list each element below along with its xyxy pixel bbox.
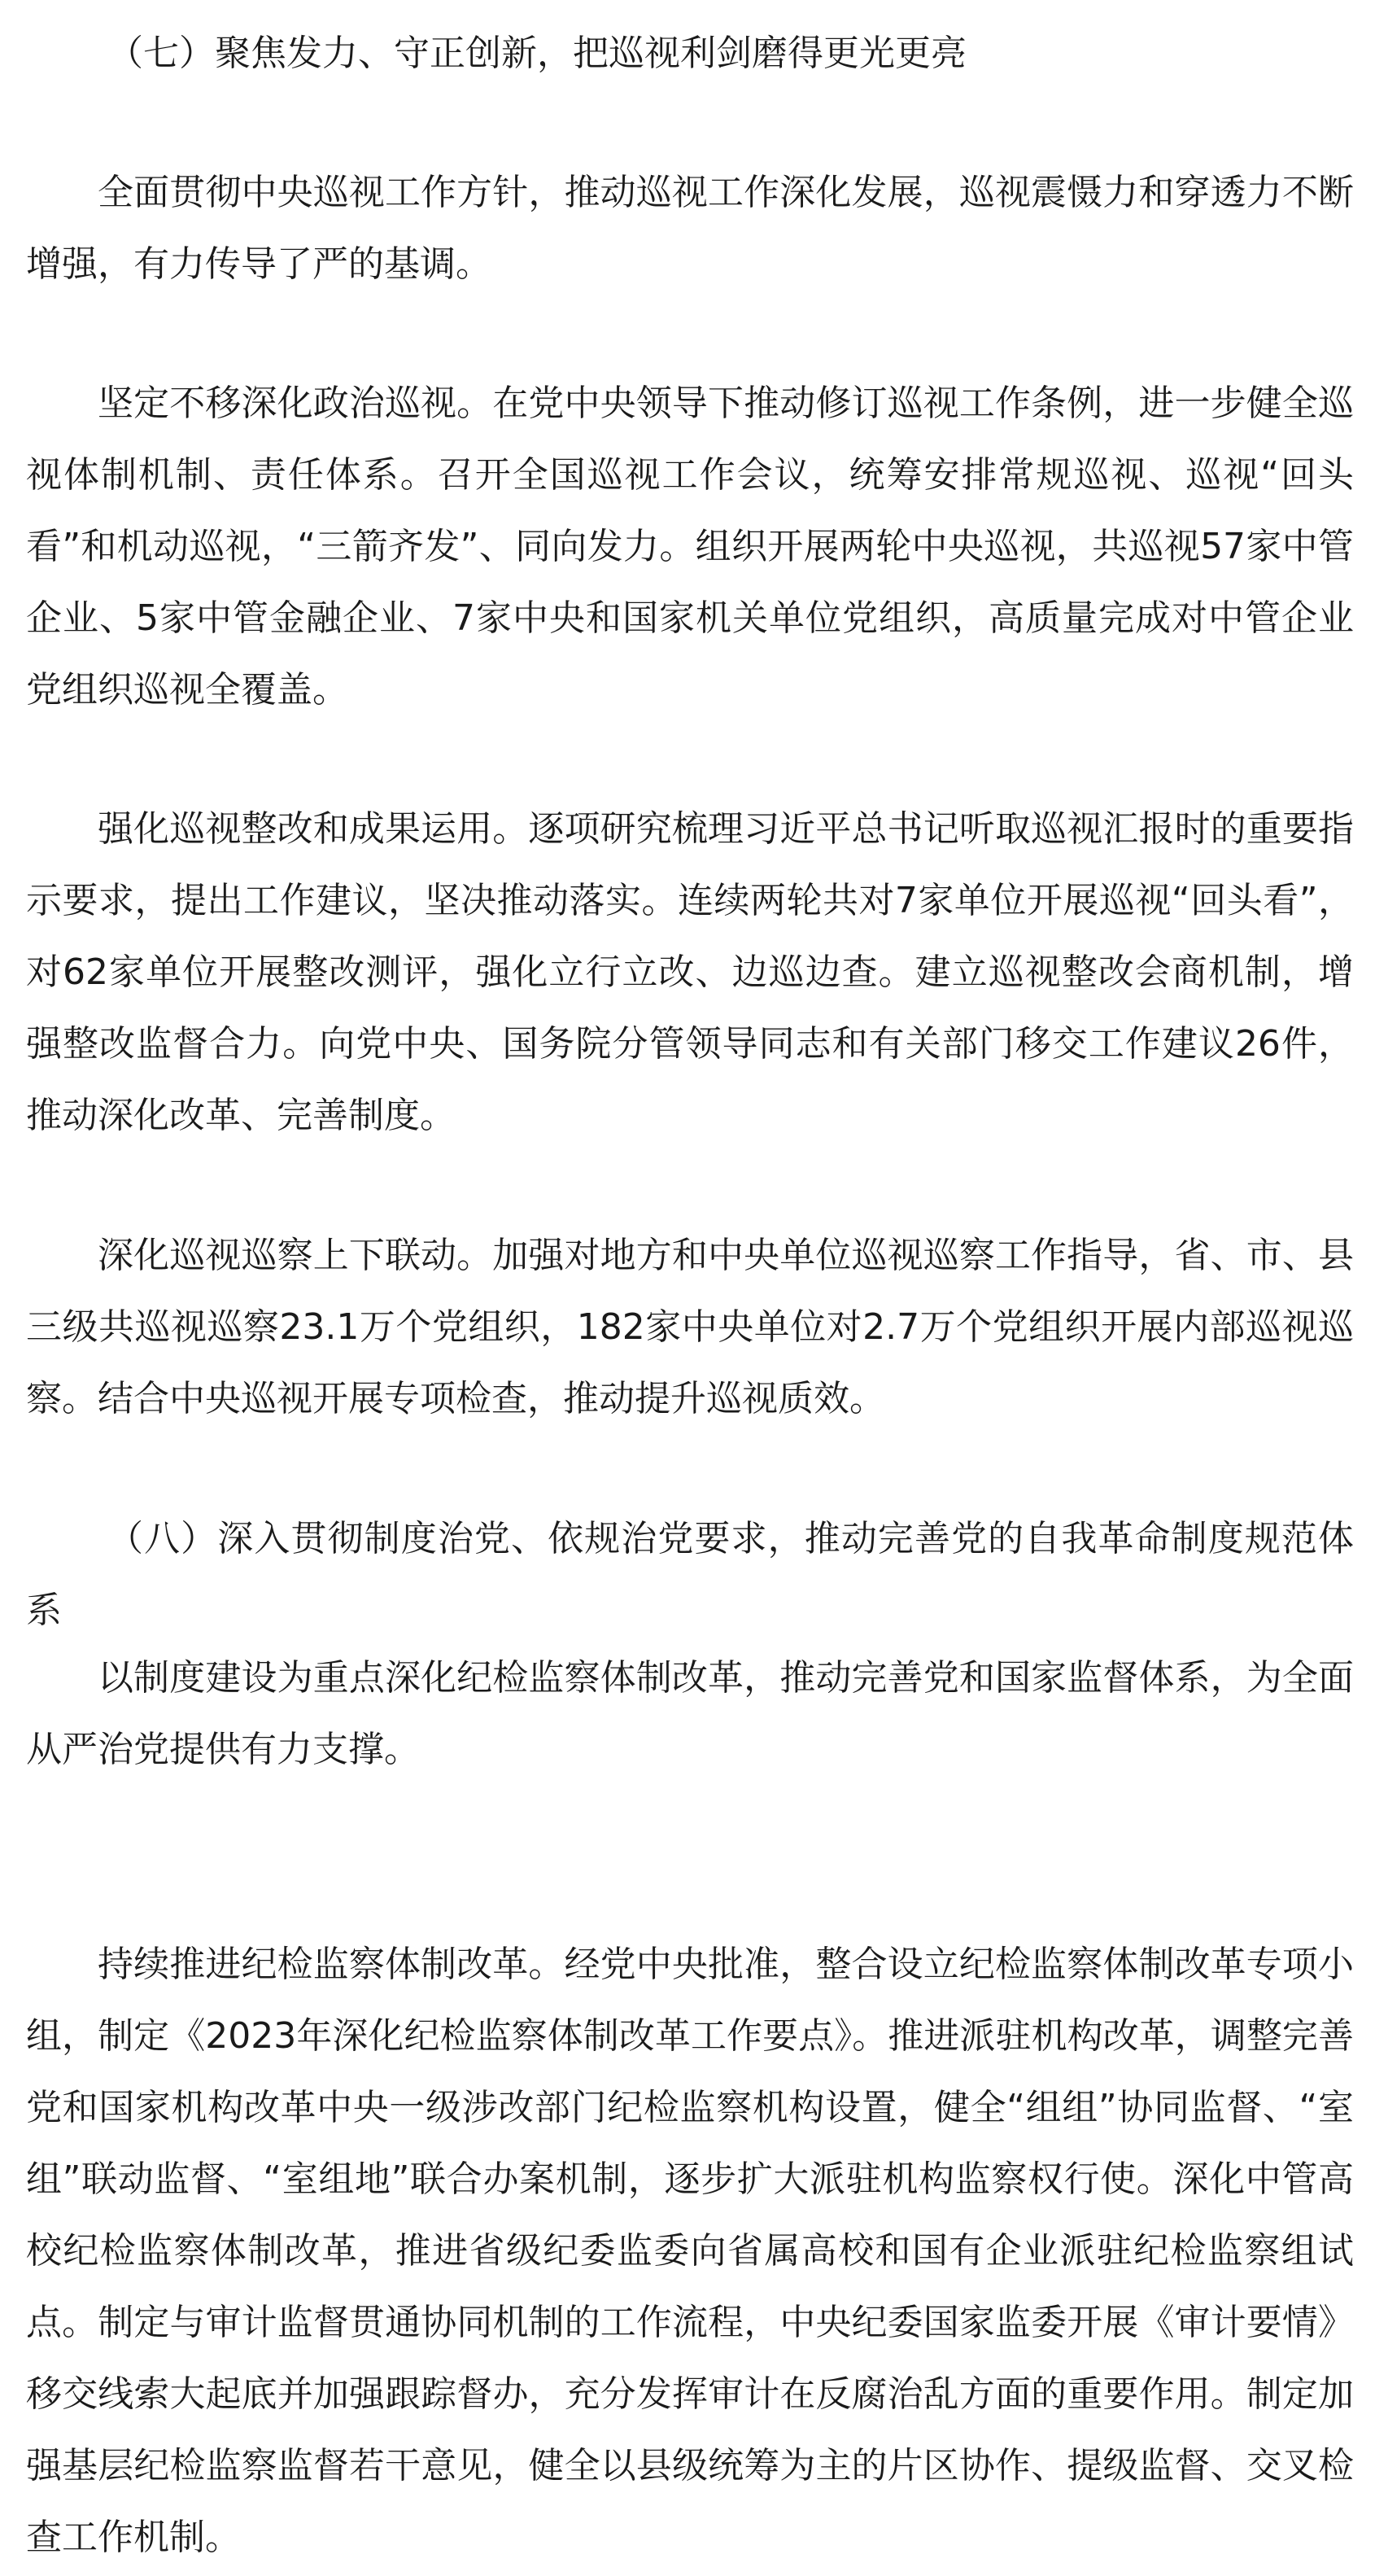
paragraph-inspection-overview: 全面贯彻中央巡视工作方针，推动巡视工作深化发展，巡视震慑力和穿透力不断增强，有力传导了严的基调。 — [26, 172, 1354, 285]
paragraph-system-building: 以制度建设为重点深化纪检监察体制改革，推动完善党和国家监督体系，为全面从严治党提供有力支撑。 — [26, 1657, 1354, 1770]
paragraph-reform: 持续推进纪检监察体制改革。经党中央批准，整合设立纪检监察体制改革专项小组，制定《2023年深化纪检监察体制改革工作要点》。推进派驻机构改革，调整完善党和国家机构改革中央一级涉改部门纪检监察机构设置，健全“组组”协同监督、“室组”联动监督、“室组地”联合办案机制，逐步扩大派驻机构监察权行使。深化中管高校纪检监察体制改革，推进省级纪委监委向省属高校和国有企业派驻纪检监察组试点。制定与审计监督贯通协同机制的工作流程，中央纪委国家监委开展《审计要情》移交线索大起底并加强跟踪督办，充分发挥审计在反腐治乱方面的重要作用。制定加强基层纪检监察监督若干意见，健全以县级统筹为主的片区协作、提级监督、交叉检查工作机制。 — [26, 1944, 1354, 2558]
section-heading-8: （八）深入贯彻制度治党、依规治党要求，推动完善党的自我革命制度规范体系 — [26, 1518, 1354, 1631]
paragraph-linkage: 深化巡视巡察上下联动。加强对地方和中央单位巡视巡察工作指导，省、市、县三级共巡视巡察23.1万个党组织，182家中央单位对2.7万个党组织开展内部巡视巡察。结合中央巡视开展专项检查，推动提升巡视质效。 — [26, 1235, 1354, 1419]
paragraph-political-inspection: 坚定不移深化政治巡视。在党中央领导下推动修订巡视工作条例，进一步健全巡视体制机制、责任体系。召开全国巡视工作会议，统筹安排常规巡视、巡视“回头看”和机动巡视，“三箭齐发”、同向发力。组织开展两轮中央巡视，共巡视57家中管企业、5家中管金融企业、7家中央和国家机关单位党组织，高质量完成对中管企业党组织巡视全覆盖。 — [26, 383, 1354, 711]
paragraph-rectification: 强化巡视整改和成果运用。逐项研究梳理习近平总书记听取巡视汇报时的重要指示要求，提出工作建议，坚决推动落实。连续两轮共对7家单位开展巡视“回头看”，对62家单位开展整改测评，强化立行立改、边巡边查。建立巡视整改会商机制，增强整改监督合力。向党中央、国务院分管领导同志和有关部门移交工作建议26件，推动深化改革、完善制度。 — [26, 808, 1354, 1136]
section-heading-7: （七）聚焦发力、守正创新，把巡视利剑磨得更光更亮 — [107, 33, 967, 74]
